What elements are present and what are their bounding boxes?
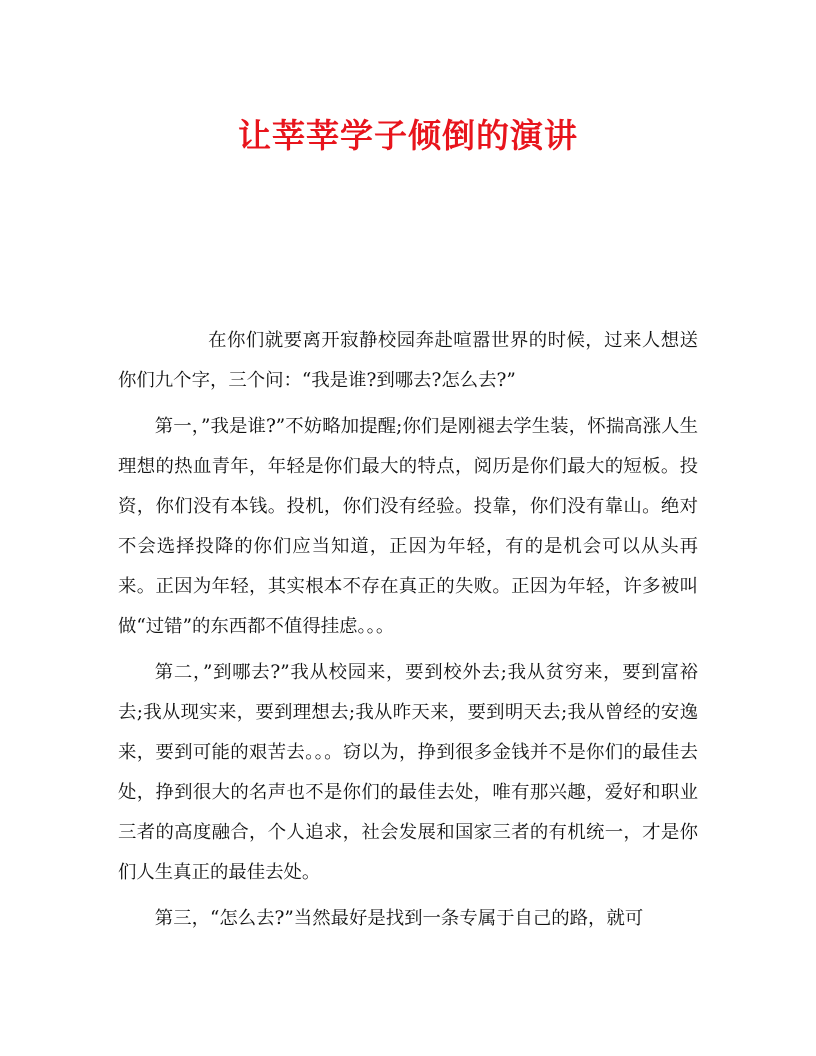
document-body <box>118 321 698 945</box>
paragraph-first-question: 第一，”我是谁?”不妨略加提醒;你们是刚褪去学生装，怀揣高涨人生理想的热血青年，年轻是你们最大的特点，阅历是你们最大的短板。投资，你们没有本钱。投机，你们没有经验。投靠，你们没有靠山。绝对不会选择投降的你们应当知道，正因为年轻，有的是机会可以从头再来。正因为年轻，其实根本不存在真正的失败。正因为年轻，许多被叫做“过错”的东西都不值得挂虑。。。 <box>118 416 698 637</box>
paragraph-intro: 在你们就要离开寂静校园奔赴喧嚣世界的时候，过来人想送你们九个字，三个问：“我是谁?到哪去?怎么去?” <box>118 330 698 391</box>
paragraph-second-question: 第二，”到哪去?”我从校园来，要到校外去;我从贫穷来，要到富裕去;我从现实来，要到理想去;我从昨天来，要到明天去;我从曾经的安逸来，要到可能的艰苦去。。。窃以为，挣到很多金钱并不是你们的最佳去处，挣到很大的名声也不是你们的最佳去处，唯有那兴趣，爱好和职业三者的高度融合，个人追求，社会发展和国家三者的有机统一，才是你们人生真正的最佳去处。 <box>118 662 698 883</box>
document-title: 让莘莘学子倾倒的演讲 <box>238 116 578 155</box>
paragraph-third-question: 第三，“怎么去?”当然最好是找到一条专属于自己的路，就可 <box>154 908 644 929</box>
